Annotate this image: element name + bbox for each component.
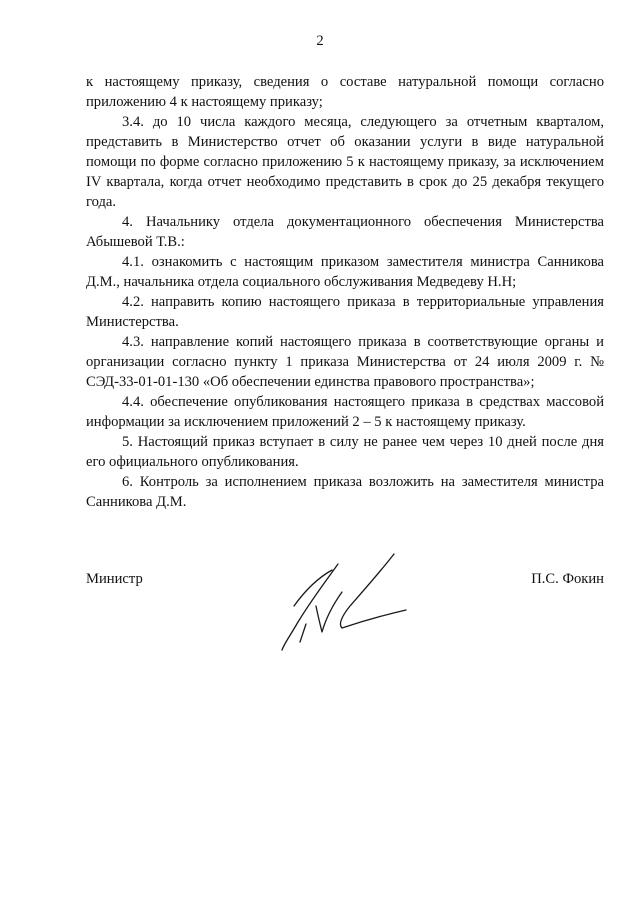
paragraph-continuation: к настоящему приказу, сведения о составе натуральной помощи согласно приложению 4 к настоящему приказу; [86, 74, 604, 110]
handwritten-signature [276, 544, 436, 654]
paragraph-3-4: 3.4. до 10 числа каждого месяца, следующего за отчетным кварталом, представить в Министерство отчет об оказании услуги в виде натуральной помощи по форме согласно приложению 5 к настоящему приказу, за исключением IV квартала, когда отчет необходимо представить в срок до 25 декабря текущего года. [86, 114, 604, 210]
document-body [86, 72, 604, 512]
paragraph-4-4: 4.4. обеспечение опубликования настоящего приказа в средствах массовой информации за исключением приложений 2 – 5 к настоящему приказу. [86, 394, 604, 430]
paragraph-4-3: 4.3. направление копий настоящего приказа в соответствующие органы и организации согласно пункту 1 приказа Министерства от 24 июля 2009 г. № СЭД-33-01-01-130 «Об обеспечении единства правового пространства»; [86, 334, 604, 390]
paragraph-4-2: 4.2. направить копию настоящего приказа в территориальные управления Министерства. [86, 294, 604, 330]
paragraph-4: 4. Начальнику отдела документационного обеспечения Министерства Абышевой Т.В.: [86, 214, 604, 250]
page-number: 2 [316, 33, 324, 49]
paragraph-5: 5. Настоящий приказ вступает в силу не ранее чем через 10 дней после дня его официального опубликования. [86, 434, 604, 470]
signatory-name: П.С. Фокин [531, 571, 604, 587]
paragraph-4-1: 4.1. ознакомить с настоящим приказом заместителя министра Санникова Д.М., начальника отдела социального обслуживания Медведеву Н.Н; [86, 254, 604, 290]
paragraph-6: 6. Контроль за исполнением приказа возложить на заместителя министра Санникова Д.М. [86, 474, 604, 510]
signatory-title: Министр [86, 571, 143, 587]
